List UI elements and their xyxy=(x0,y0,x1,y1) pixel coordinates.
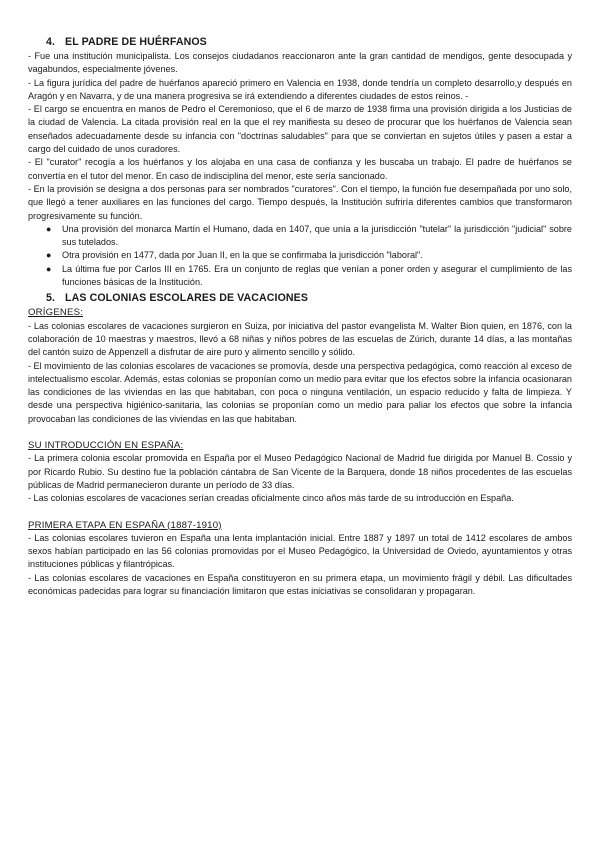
bullet-icon: ● xyxy=(46,250,52,261)
list-item-text: Otra provisión en 1477, dada por Juan II, en la que se confirmaba la jurisdicción "laboral". xyxy=(62,250,423,261)
first-stage-paragraph: - Las colonias escolares tuvieron en España una lenta implantación inicial. Entre 1887 y 1897 un total de 1412 escolares de ambos sexos habían participado en las 56 colonias promovidas por el Museo Pedagógico, la Universidad de Oviedo, ayuntamientos y otras instituciones públicas y filantrópicas. xyxy=(28,532,572,570)
section-4-paragraph: - El cargo se encuentra en manos de Pedro el Ceremonioso, que el 6 de marzo de 1938 firma una provisión dirigida a los Justicias de la ciudad de Valencia. La citada provisión real en la que el rey manifiesta su deseo de procurar que los huérfanos de Valencia sean enseñados adecuadamente desde su infancia con "doctrinas saludables" para que se conviertan en sujetos útiles y pasen a estar a cargo del cuidado de unos curadores. xyxy=(28,104,572,155)
section-4-paragraph: - Fue una institución municipalista. Los consejos ciudadanos reaccionaron ante la gran cantidad de mendigos, gente desocupada y vagabundos, especialmente jóvenes. xyxy=(28,51,572,75)
intro-spain-paragraph: - La primera colonia escolar promovida en España por el Museo Pedagógico Nacional de Madrid fue dirigida por Manuel B. Cossio y por Ricardo Rubio. Su destino fue la población cántabra de San Vicente de la Barquera, donde 18 niños procedentes de las escuelas públicas de Madrid permanecieron durante un período de 33 días. xyxy=(28,453,572,490)
bullet-icon: ● xyxy=(46,263,52,274)
origins-heading: ORÍGENES: xyxy=(28,307,84,319)
document-page xyxy=(28,36,572,598)
section-5-number: 5. xyxy=(46,292,56,305)
list-item xyxy=(46,223,572,250)
intro-spain-heading: SU INTRODUCCIÓN EN ESPAÑA: xyxy=(28,440,184,452)
bullet-icon: ● xyxy=(46,223,52,234)
first-stage-heading: PRIMERA ETAPA EN ESPAÑA (1887-1910) xyxy=(28,519,222,531)
first-stage-paragraph: - Las colonias escolares de vacaciones en España constituyeron en su primera etapa, un movimiento frágil y débil. Las dificultades económicas padecidas para lograr su financiación limitaron que estas iniciativas se consolidaran y propagaran. xyxy=(28,572,572,596)
section-4-title xyxy=(46,36,572,48)
list-item-text: La última fue por Carlos III en 1765. Era un conjunto de reglas que venían a poner orden y asegurar el cumplimiento de las funciones básicas de la Institución. xyxy=(62,263,572,288)
origins-paragraph: - El movimiento de las colonias escolares de vacaciones se promovía, desde una perspectiva pedagógica, como reacción al exceso de intelectualismo escolar. Además, estas colonias se proponían como un medio para evitar que los efectos sobre la infancia ocasionaran las condiciones de las viviendas en las que habitaban, con poca o ninguna ventilación, un espacio reducido y falta de limpieza. Y desde una perspectiva higiénico-sanitaria, las colonias se proponían como un medio para paliar los efectos que sobre la infancia provocaban las condiciones de las viviendas en las que habitaban. xyxy=(28,360,572,424)
section-4-title-text: EL PADRE DE HUÉRFANOS xyxy=(65,36,207,48)
origins-paragraph: - Las colonias escolares de vacaciones surgieron en Suiza, por iniciativa del pastor evangelista M. Walter Bion quien, en 1876, con la colaboración de 10 maestras y maestros, llevó a 68 niñas y niños pobres de las escuelas de Zúrich, durante 14 días, a las montañas del cantón suizo de Appenzell a disfrutar de aire puro y alimento sencillo y sólido. xyxy=(28,320,572,358)
section-4-paragraph: - La figura jurídica del padre de huérfanos apareció primero en Valencia en 1938, donde tendría un completo desarrollo,y después en Aragón y en Navarra, y de una manera progresiva se irá extendiendo a diferentes ciudades de estos reinos. - xyxy=(28,77,572,101)
list-item-text: Una provisión del monarca Martín el Humano, dada en 1407, que unía a la jurisdicción "tutelar" la jurisdicción "judicial" sobre sus tutelados. xyxy=(62,223,572,248)
provision-list xyxy=(28,223,572,289)
section-5-title xyxy=(46,292,572,304)
list-item xyxy=(46,249,572,262)
section-4-paragraph: - En la provisión se designa a dos personas para ser nombrados "curatores". Con el tiempo, la función fue desempañada por uno solo, que llegó a tener auxiliares en las funciones del cargo. Tiempo después, la Institución sufriría diferentes cambios que transformaron progresivamente su función. xyxy=(28,183,572,221)
list-item xyxy=(46,263,572,290)
section-4-number: 4. xyxy=(46,36,56,48)
intro-spain-paragraph: - Las colonias escolares de vacaciones serían creadas oficialmente cinco años más tarde de su introducción en España. xyxy=(28,493,514,504)
section-4-paragraph: - El "curator" recogía a los huérfanos y los alojaba en una casa de confianza y les buscaba un trabajo. El padre de huérfanos se convertía en el tutor del menor. En caso de indisciplina del menor, este sería sancionado. xyxy=(28,157,572,181)
section-5-title-text: LAS COLONIAS ESCOLARES DE VACACIONES xyxy=(65,292,309,305)
